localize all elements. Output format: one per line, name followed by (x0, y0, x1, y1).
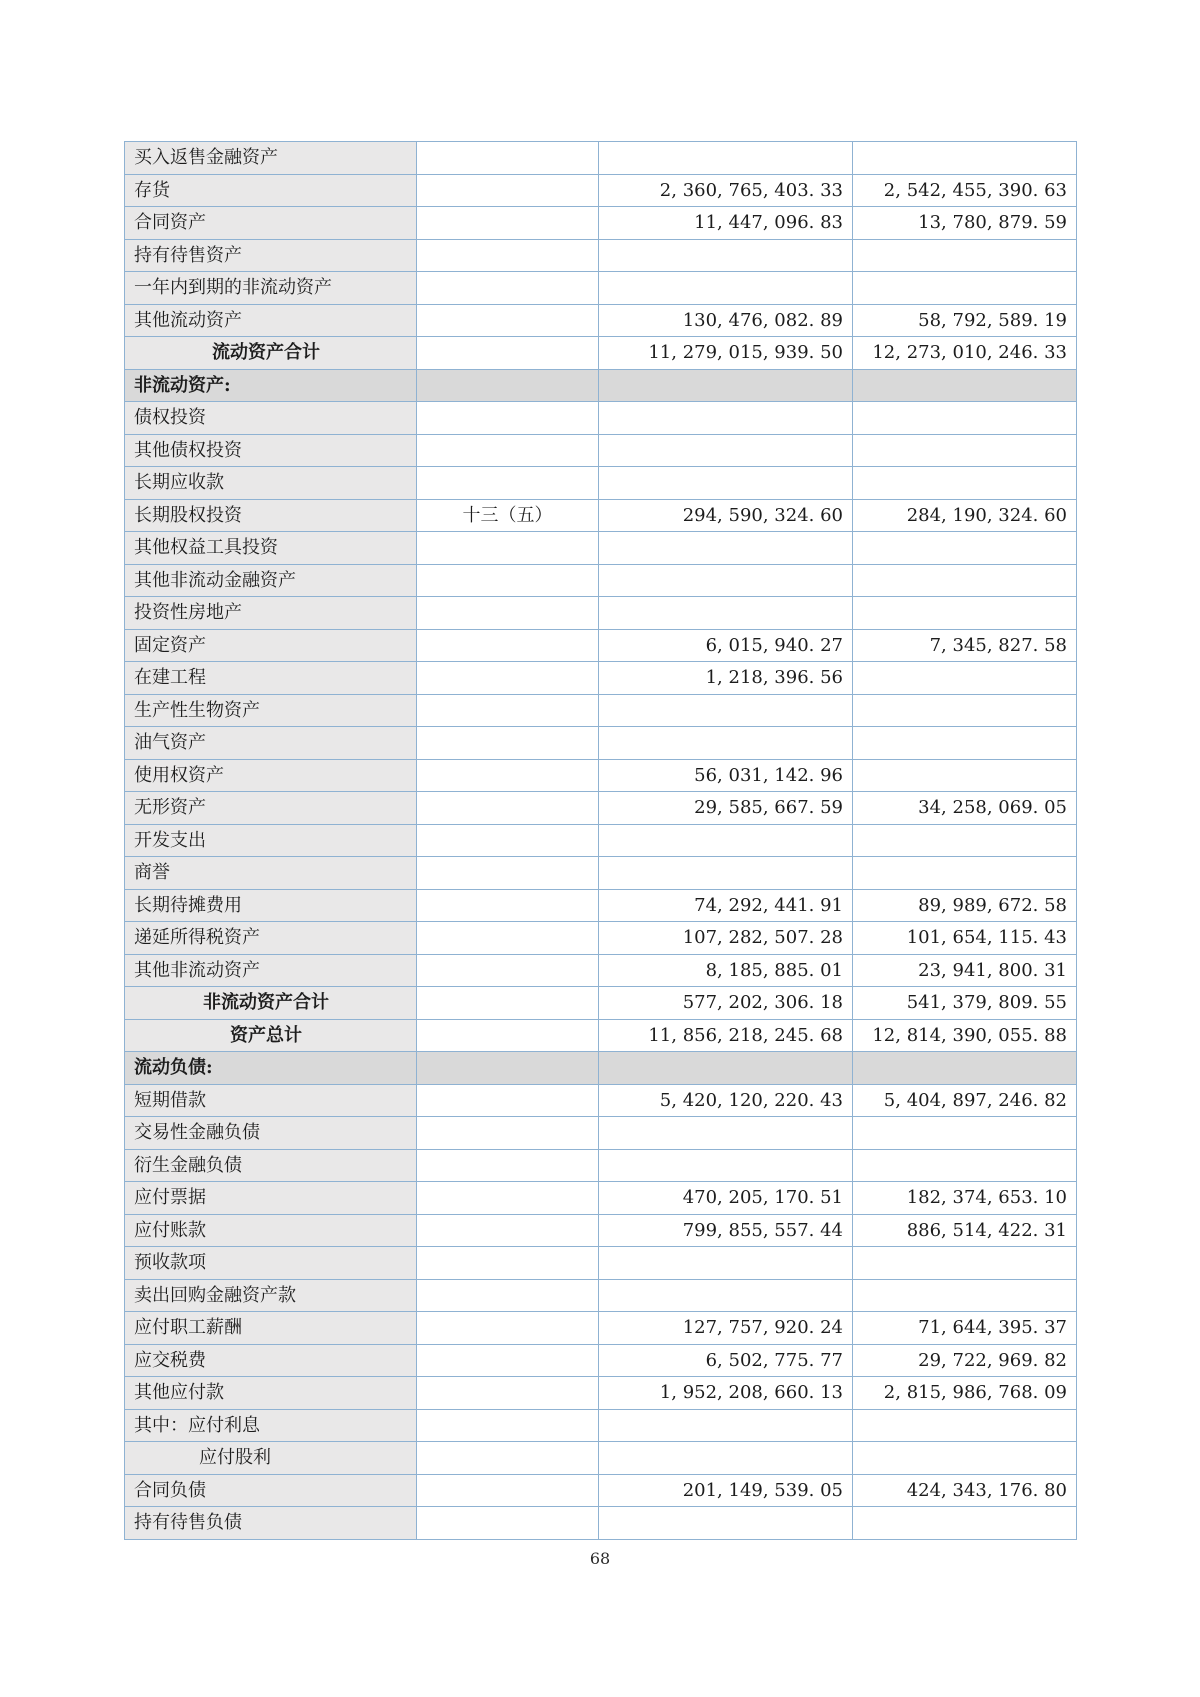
prior-amount-cell (853, 369, 1077, 402)
item-label-cell: 其中：应付利息 (125, 1409, 417, 1442)
current-amount-cell: 74, 292, 441. 91 (599, 889, 853, 922)
note-reference-cell (417, 759, 599, 792)
item-label-cell: 买入返售金融资产 (125, 142, 417, 175)
table-row (125, 759, 1077, 792)
item-label-cell: 无形资产 (125, 792, 417, 825)
current-amount-cell: 1, 952, 208, 660. 13 (599, 1377, 853, 1410)
prior-amount-cell (853, 434, 1077, 467)
item-label-cell: 一年内到期的非流动资产 (125, 272, 417, 305)
table-row (125, 467, 1077, 500)
current-amount-cell (599, 824, 853, 857)
note-reference-cell (417, 1312, 599, 1345)
current-amount-cell: 107, 282, 507. 28 (599, 922, 853, 955)
item-label-cell: 交易性金融负债 (125, 1117, 417, 1150)
prior-amount-cell (853, 1247, 1077, 1280)
prior-amount-cell: 89, 989, 672. 58 (853, 889, 1077, 922)
prior-amount-cell: 34, 258, 069. 05 (853, 792, 1077, 825)
item-label-cell: 资产总计 (125, 1019, 417, 1052)
prior-amount-cell (853, 597, 1077, 630)
note-reference-cell (417, 694, 599, 727)
current-amount-cell: 201, 149, 539. 05 (599, 1474, 853, 1507)
item-label-cell: 应交税费 (125, 1344, 417, 1377)
item-label-cell: 其他应付款 (125, 1377, 417, 1410)
item-label-cell: 使用权资产 (125, 759, 417, 792)
table-row (125, 1312, 1077, 1345)
note-reference-cell (417, 434, 599, 467)
current-amount-cell (599, 1117, 853, 1150)
prior-amount-cell: 886, 514, 422. 31 (853, 1214, 1077, 1247)
prior-amount-cell: 23, 941, 800. 31 (853, 954, 1077, 987)
note-reference-cell (417, 1247, 599, 1280)
note-reference-cell (417, 1442, 599, 1475)
table-row (125, 1117, 1077, 1150)
note-reference-cell (417, 1344, 599, 1377)
note-reference-cell (417, 304, 599, 337)
current-amount-cell (599, 1247, 853, 1280)
note-reference-cell (417, 207, 599, 240)
table-row (125, 1279, 1077, 1312)
prior-amount-cell: 7, 345, 827. 58 (853, 629, 1077, 662)
prior-amount-cell (853, 467, 1077, 500)
item-label-cell: 其他非流动金融资产 (125, 564, 417, 597)
prior-amount-cell (853, 1052, 1077, 1085)
table-row (125, 564, 1077, 597)
note-reference-cell (417, 239, 599, 272)
note-reference-cell (417, 369, 599, 402)
table-row (125, 889, 1077, 922)
table-row (125, 727, 1077, 760)
table-row (125, 499, 1077, 532)
note-reference-cell (417, 1117, 599, 1150)
prior-amount-cell (853, 1507, 1077, 1540)
current-amount-cell: 294, 590, 324. 60 (599, 499, 853, 532)
table-row (125, 1214, 1077, 1247)
current-amount-cell: 577, 202, 306. 18 (599, 987, 853, 1020)
item-label-cell: 债权投资 (125, 402, 417, 435)
item-label-cell: 长期待摊费用 (125, 889, 417, 922)
item-label-cell: 商誉 (125, 857, 417, 890)
current-amount-cell (599, 1507, 853, 1540)
current-amount-cell: 2, 360, 765, 403. 33 (599, 174, 853, 207)
item-label-cell: 其他流动资产 (125, 304, 417, 337)
item-label-cell: 持有待售负债 (125, 1507, 417, 1540)
prior-amount-cell (853, 824, 1077, 857)
current-amount-cell (599, 369, 853, 402)
table-row (125, 272, 1077, 305)
table-row (125, 824, 1077, 857)
current-amount-cell (599, 564, 853, 597)
item-label-cell: 短期借款 (125, 1084, 417, 1117)
item-label-cell: 非流动资产合计 (125, 987, 417, 1020)
item-label-cell: 非流动资产: (125, 369, 417, 402)
item-label-cell: 生产性生物资产 (125, 694, 417, 727)
prior-amount-cell: 541, 379, 809. 55 (853, 987, 1077, 1020)
prior-amount-cell (853, 1279, 1077, 1312)
table-row (125, 1052, 1077, 1085)
table-row (125, 369, 1077, 402)
current-amount-cell (599, 272, 853, 305)
table-row (125, 954, 1077, 987)
current-amount-cell: 11, 447, 096. 83 (599, 207, 853, 240)
current-amount-cell (599, 532, 853, 565)
note-reference-cell (417, 922, 599, 955)
note-reference-cell (417, 987, 599, 1020)
prior-amount-cell: 5, 404, 897, 246. 82 (853, 1084, 1077, 1117)
prior-amount-cell (853, 272, 1077, 305)
current-amount-cell: 8, 185, 885. 01 (599, 954, 853, 987)
note-reference-cell (417, 337, 599, 370)
item-label-cell: 合同资产 (125, 207, 417, 240)
table-row (125, 629, 1077, 662)
item-label-cell: 长期应收款 (125, 467, 417, 500)
item-label-cell: 开发支出 (125, 824, 417, 857)
note-reference-cell (417, 532, 599, 565)
note-reference-cell: 十三（五） (417, 499, 599, 532)
item-label-cell: 在建工程 (125, 662, 417, 695)
table-row (125, 1084, 1077, 1117)
table-row (125, 1377, 1077, 1410)
current-amount-cell: 6, 502, 775. 77 (599, 1344, 853, 1377)
table-row (125, 597, 1077, 630)
table-row (125, 402, 1077, 435)
prior-amount-cell: 12, 273, 010, 246. 33 (853, 337, 1077, 370)
table-row (125, 1247, 1077, 1280)
note-reference-cell (417, 857, 599, 890)
table-row (125, 1019, 1077, 1052)
prior-amount-cell: 424, 343, 176. 80 (853, 1474, 1077, 1507)
note-reference-cell (417, 1149, 599, 1182)
current-amount-cell (599, 1149, 853, 1182)
current-amount-cell: 11, 279, 015, 939. 50 (599, 337, 853, 370)
table-row (125, 922, 1077, 955)
note-reference-cell (417, 629, 599, 662)
item-label-cell: 长期股权投资 (125, 499, 417, 532)
current-amount-cell (599, 1052, 853, 1085)
current-amount-cell (599, 142, 853, 175)
item-label-cell: 其他非流动资产 (125, 954, 417, 987)
current-amount-cell: 799, 855, 557. 44 (599, 1214, 853, 1247)
prior-amount-cell: 101, 654, 115. 43 (853, 922, 1077, 955)
table-row (125, 207, 1077, 240)
prior-amount-cell: 71, 644, 395. 37 (853, 1312, 1077, 1345)
note-reference-cell (417, 1084, 599, 1117)
table-row (125, 1149, 1077, 1182)
table-row (125, 1409, 1077, 1442)
prior-amount-cell: 13, 780, 879. 59 (853, 207, 1077, 240)
current-amount-cell (599, 239, 853, 272)
table-row (125, 1344, 1077, 1377)
note-reference-cell (417, 792, 599, 825)
prior-amount-cell: 2, 542, 455, 390. 63 (853, 174, 1077, 207)
note-reference-cell (417, 954, 599, 987)
current-amount-cell: 29, 585, 667. 59 (599, 792, 853, 825)
note-reference-cell (417, 564, 599, 597)
item-label-cell: 应付股利 (125, 1442, 417, 1475)
current-amount-cell: 56, 031, 142. 96 (599, 759, 853, 792)
table-row (125, 304, 1077, 337)
table-row (125, 174, 1077, 207)
balance-sheet-grid (124, 141, 1077, 1540)
table-row (125, 239, 1077, 272)
prior-amount-cell: 12, 814, 390, 055. 88 (853, 1019, 1077, 1052)
table-row (125, 1474, 1077, 1507)
note-reference-cell (417, 467, 599, 500)
current-amount-cell: 11, 856, 218, 245. 68 (599, 1019, 853, 1052)
prior-amount-cell (853, 662, 1077, 695)
note-reference-cell (417, 1019, 599, 1052)
table-row (125, 1442, 1077, 1475)
current-amount-cell: 130, 476, 082. 89 (599, 304, 853, 337)
current-amount-cell (599, 402, 853, 435)
current-amount-cell: 5, 420, 120, 220. 43 (599, 1084, 853, 1117)
page-number: 68 (589, 1549, 611, 1568)
item-label-cell: 其他债权投资 (125, 434, 417, 467)
prior-amount-cell: 2, 815, 986, 768. 09 (853, 1377, 1077, 1410)
table-row (125, 337, 1077, 370)
note-reference-cell (417, 1474, 599, 1507)
item-label-cell: 流动资产合计 (125, 337, 417, 370)
table-row (125, 434, 1077, 467)
note-reference-cell (417, 1507, 599, 1540)
balance-sheet-rows (125, 142, 1077, 1540)
note-reference-cell (417, 727, 599, 760)
item-label-cell: 油气资产 (125, 727, 417, 760)
item-label-cell: 预收款项 (125, 1247, 417, 1280)
item-label-cell: 衍生金融负债 (125, 1149, 417, 1182)
current-amount-cell (599, 1409, 853, 1442)
item-label-cell: 固定资产 (125, 629, 417, 662)
prior-amount-cell: 284, 190, 324. 60 (853, 499, 1077, 532)
current-amount-cell: 1, 218, 396. 56 (599, 662, 853, 695)
balance-sheet-table (124, 141, 1076, 1540)
item-label-cell: 其他权益工具投资 (125, 532, 417, 565)
item-label-cell: 应付账款 (125, 1214, 417, 1247)
item-label-cell: 持有待售资产 (125, 239, 417, 272)
current-amount-cell (599, 857, 853, 890)
current-amount-cell (599, 434, 853, 467)
note-reference-cell (417, 272, 599, 305)
current-amount-cell (599, 467, 853, 500)
note-reference-cell (417, 1279, 599, 1312)
table-row (125, 532, 1077, 565)
prior-amount-cell (853, 1409, 1077, 1442)
prior-amount-cell (853, 1117, 1077, 1150)
note-reference-cell (417, 824, 599, 857)
prior-amount-cell (853, 142, 1077, 175)
note-reference-cell (417, 1052, 599, 1085)
item-label-cell: 应付职工薪酬 (125, 1312, 417, 1345)
prior-amount-cell (853, 239, 1077, 272)
note-reference-cell (417, 662, 599, 695)
current-amount-cell: 6, 015, 940. 27 (599, 629, 853, 662)
note-reference-cell (417, 142, 599, 175)
table-row (125, 792, 1077, 825)
note-reference-cell (417, 889, 599, 922)
current-amount-cell (599, 694, 853, 727)
item-label-cell: 卖出回购金融资产款 (125, 1279, 417, 1312)
note-reference-cell (417, 402, 599, 435)
item-label-cell: 存货 (125, 174, 417, 207)
current-amount-cell (599, 597, 853, 630)
table-row (125, 662, 1077, 695)
prior-amount-cell (853, 727, 1077, 760)
table-row (125, 987, 1077, 1020)
prior-amount-cell: 58, 792, 589. 19 (853, 304, 1077, 337)
item-label-cell: 流动负债: (125, 1052, 417, 1085)
prior-amount-cell (853, 564, 1077, 597)
item-label-cell: 应付票据 (125, 1182, 417, 1215)
note-reference-cell (417, 1182, 599, 1215)
current-amount-cell: 470, 205, 170. 51 (599, 1182, 853, 1215)
prior-amount-cell: 29, 722, 969. 82 (853, 1344, 1077, 1377)
item-label-cell: 递延所得税资产 (125, 922, 417, 955)
item-label-cell: 投资性房地产 (125, 597, 417, 630)
note-reference-cell (417, 174, 599, 207)
table-row (125, 1507, 1077, 1540)
prior-amount-cell (853, 402, 1077, 435)
current-amount-cell (599, 1279, 853, 1312)
prior-amount-cell (853, 1442, 1077, 1475)
current-amount-cell (599, 727, 853, 760)
prior-amount-cell (853, 857, 1077, 890)
table-row (125, 142, 1077, 175)
note-reference-cell (417, 1214, 599, 1247)
prior-amount-cell (853, 759, 1077, 792)
item-label-cell: 合同负债 (125, 1474, 417, 1507)
prior-amount-cell (853, 1149, 1077, 1182)
table-row (125, 1182, 1077, 1215)
note-reference-cell (417, 1409, 599, 1442)
prior-amount-cell: 182, 374, 653. 10 (853, 1182, 1077, 1215)
prior-amount-cell (853, 532, 1077, 565)
table-row (125, 694, 1077, 727)
prior-amount-cell (853, 694, 1077, 727)
current-amount-cell (599, 1442, 853, 1475)
note-reference-cell (417, 1377, 599, 1410)
table-row (125, 857, 1077, 890)
note-reference-cell (417, 597, 599, 630)
current-amount-cell: 127, 757, 920. 24 (599, 1312, 853, 1345)
